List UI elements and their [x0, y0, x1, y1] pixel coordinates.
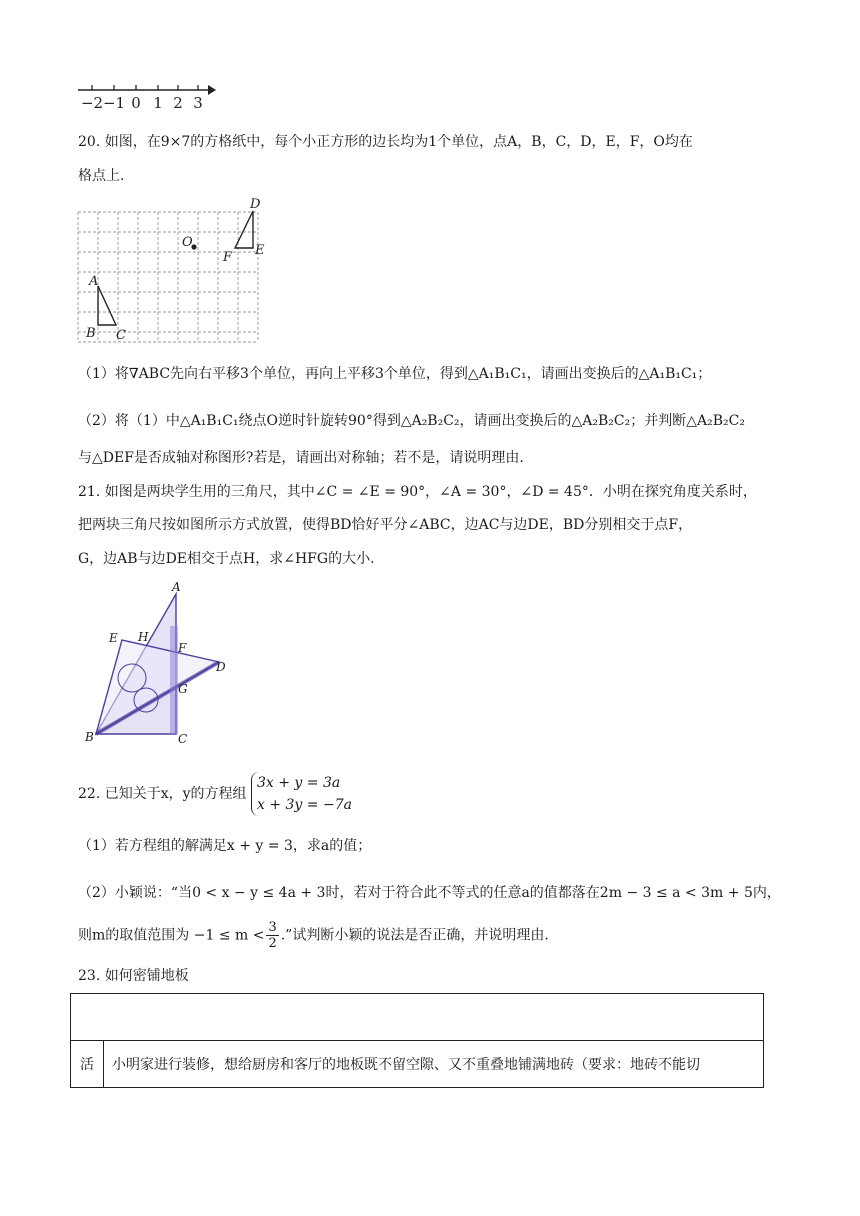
tick-label: −1 — [102, 94, 126, 112]
label-d: D — [216, 660, 226, 674]
fraction-3-over-2 — [266, 920, 278, 951]
table-row — [71, 1041, 764, 1088]
label-e: E — [255, 243, 265, 258]
q21-set-squares-figure — [82, 582, 242, 750]
label-e: E — [109, 631, 118, 645]
q22-stem — [78, 772, 352, 816]
q20-stem-line2: 格点上. — [78, 168, 125, 184]
q22-intro: 22. 已知关于x，y的方程组 — [78, 786, 247, 802]
q21-stem-line3: G，边AB与边DE相交于点H，求∠HFG的大小. — [78, 551, 375, 567]
number-line-figure — [74, 80, 218, 112]
label-g: G — [178, 682, 188, 696]
q21-stem-line2: 把两块三角尺按如图所示方式放置，使得BD恰好平分∠ABC，边AC与边DE，BD分别相交于点F， — [78, 517, 693, 533]
q23-title: 23. 如何密铺地板 — [78, 968, 189, 984]
tick-label: 3 — [193, 94, 203, 112]
tick-label: 1 — [153, 94, 163, 112]
label-b: B — [85, 730, 94, 744]
tick-label: −2 — [80, 94, 104, 112]
tick-label: 2 — [173, 94, 183, 112]
equation-system — [251, 772, 352, 816]
equation-1: 3x + y = 3a — [256, 775, 341, 791]
q22-part2-suffix: .”试判断小颖的说法是否正确，并说明理由. — [280, 927, 549, 944]
q20-part1: （1）将∇ABC先向右平移3个单位，再向上平移3个单位，得到△A₁B₁C₁，请画出变换后的△A₁B₁C₁； — [78, 366, 712, 382]
label-f: F — [178, 641, 187, 655]
row-label-cell: 活 — [71, 1041, 104, 1088]
q22-part1: （1）若方程组的解满足x + y = 3，求a的值； — [78, 838, 372, 854]
q22-part2-line2 — [78, 920, 549, 951]
q20-part2-line2: 与△DEF是否成轴对称图形?若是，请画出对称轴；若不是，请说明理由. — [78, 450, 524, 466]
fraction-denominator: 2 — [268, 936, 277, 951]
q21-stem-line1: 21. 如图是两块学生用的三角尺，其中∠C = ∠E = 90°，∠A = 30°，∠D = 45°．小明在探究角度关系时， — [78, 484, 757, 500]
table-header-cell — [71, 994, 764, 1041]
row-text-cell: 小明家进行装修，想给厨房和客厅的地板既不留空隙、又不重叠地铺满地砖（要求：地砖不能切 — [104, 1041, 764, 1088]
label-c: C — [178, 732, 188, 746]
label-a: A — [172, 582, 181, 594]
q20-part2-line1: （2）将（1）中△A₁B₁C₁绕点O逆时针旋转90°得到△A₂B₂C₂，请画出变换后的△A₂B₂C₂；并判断△A₂B₂C₂ — [78, 413, 745, 429]
q22-part2-prefix: 则m的取值范围为 −1 ≤ m < — [78, 927, 265, 944]
label-c: C — [116, 328, 126, 343]
table-row — [71, 994, 764, 1041]
label-d: D — [250, 197, 261, 212]
q20-grid-figure — [72, 196, 272, 346]
label-f: F — [223, 250, 233, 265]
label-a: A — [89, 274, 99, 289]
tick-label: 0 — [131, 94, 141, 112]
label-b: B — [86, 326, 96, 341]
equation-2: x + 3y = −7a — [256, 797, 352, 813]
q20-stem-line1: 20. 如图，在9×7的方格纸中，每个小正方形的边长均为1个单位，点A，B，C，D，E，F，O均在 — [78, 134, 693, 150]
q22-part2-line1: （2）小颖说：“当0 < x − y ≤ 4a + 3时，若对于符合此不等式的任意a的值都落在2m − 3 ≤ a < 3m + 5内， — [78, 885, 781, 901]
fraction-numerator: 3 — [268, 920, 277, 935]
label-o: O — [182, 235, 193, 250]
q23-table — [70, 993, 764, 1088]
label-h: H — [138, 630, 149, 644]
